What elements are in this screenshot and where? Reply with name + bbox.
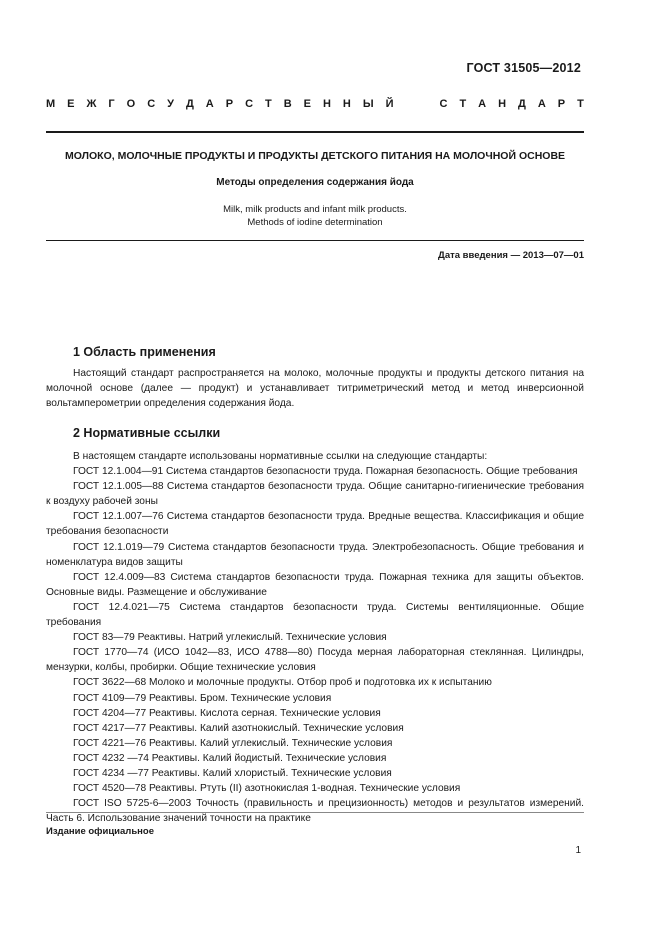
reference-entry: ГОСТ 12.4.009—83 Система стандартов безопасности труда. Пожарная техника для защиты объектов. Основные виды. Размещение и обслуживание: [46, 571, 584, 598]
banner-letter: Й: [385, 98, 394, 110]
reference-entry: ГОСТ 12.1.019—79 Система стандартов безопасности труда. Электробезопасность. Общие требования и номенклатура видов защиты: [46, 541, 584, 568]
banner-letter: Н: [342, 98, 351, 110]
section-heading-references: 2 Нормативные ссылки: [73, 426, 221, 440]
banner-letter: А: [478, 98, 487, 110]
standard-code: ГОСТ 31505—2012: [466, 61, 581, 75]
header-rule: [46, 131, 584, 133]
reference-entry: ГОСТ 12.4.021—75 Система стандартов безопасности труда. Системы вентиляционные. Общие требования: [46, 601, 584, 629]
reference-entry: ГОСТ 4520—78 Реактивы. Ртуть (II) азотнокислая 1-водная. Технические условия: [73, 783, 461, 795]
banner-letter: Н: [322, 98, 331, 110]
banner-letter: Ы: [362, 98, 374, 110]
banner-letter: Д: [518, 98, 526, 110]
banner-letter: Р: [557, 98, 566, 110]
banner-letter: А: [205, 98, 214, 110]
english-title-line-2: Methods of iodine determination: [247, 217, 383, 228]
banner-letter: Н: [498, 98, 507, 110]
english-title: [46, 203, 584, 229]
word-gap: [406, 98, 428, 110]
banner-letter: Е: [67, 98, 75, 110]
document-subtitle: Методы определения содержания йода: [216, 177, 414, 188]
reference-entry: ГОСТ 83—79 Реактивы. Натрий углекислый. Технические условия: [73, 632, 387, 644]
section-body-references: [46, 449, 584, 826]
banner-letter: О: [126, 98, 136, 110]
banner-letter: Д: [185, 98, 194, 110]
banner-letter: С: [245, 98, 254, 110]
footer-rule: [46, 812, 584, 813]
reference-entry: ГОСТ 12.1.004—91 Система стандартов безопасности труда. Пожарная безопасность. Общие требования: [73, 466, 578, 478]
document-title: МОЛОКО, МОЛОЧНЫЕ ПРОДУКТЫ И ПРОДУКТЫ ДЕТСКОГО ПИТАНИЯ НА МОЛОЧНОЙ ОСНОВЕ: [64, 150, 566, 162]
banner-letter: Т: [459, 98, 467, 110]
introduction-date: Дата введения — 2013—07—01: [438, 250, 584, 261]
banner-letter: Т: [265, 98, 272, 110]
title-rule: [46, 240, 584, 241]
reference-entry: ГОСТ 4234 —77 Реактивы. Калий хлористый. Технические условия: [73, 767, 392, 779]
banner-letter: С: [147, 98, 156, 110]
banner-letter: Р: [225, 98, 234, 110]
reference-entry: ГОСТ 4221—76 Реактивы. Калий углекислый. Технические условия: [73, 737, 393, 749]
reference-entry: ГОСТ 12.1.005—88 Система стандартов безопасности труда. Общие санитарно-гигиенические требования к воздуху рабочей зоны: [46, 481, 584, 508]
reference-entry: ГОСТ 3622—68 Молоко и молочные продукты. Отбор проб и подготовка их к испытанию: [73, 677, 492, 689]
paragraph: Настоящий стандарт распространяется на молоко, молочные продукты и продукты детского питания на молочной основе (далее — продукт) и устанавливает титриметрический метод и метод инверсионной вольтамперометрии определения содержания йода.: [46, 368, 584, 410]
banner-letter: С: [439, 98, 448, 110]
banner-letter: Ж: [86, 98, 97, 110]
banner-letter: В: [283, 98, 292, 110]
banner-letter: Г: [108, 98, 115, 110]
banner-letter: У: [167, 98, 174, 110]
section-heading-scope: 1 Область применения: [73, 345, 216, 359]
reference-entry: ГОСТ 12.1.007—76 Система стандартов безопасности труда. Вредные вещества. Классификация и общие требования безопасности: [46, 511, 584, 538]
reference-entry: ГОСТ 4217—77 Реактивы. Калий азотнокислый. Технические условия: [73, 722, 404, 734]
interstate-standard-banner: [46, 98, 584, 110]
section-body-scope: [46, 366, 584, 411]
banner-letter: А: [537, 98, 546, 110]
english-title-line-1: Milk, milk products and infant milk products.: [223, 204, 407, 215]
banner-letter: Е: [303, 98, 311, 110]
reference-entry: ГОСТ 1770—74 (ИСО 1042—83, ИСО 4788—80) Посуда мерная лабораторная стеклянная. Цилиндры, мензурки, колбы, пробирки. Общие технические условия: [46, 647, 584, 674]
reference-entry: ГОСТ 4109—79 Реактивы. Бром. Технические условия: [73, 692, 332, 704]
reference-entry: ГОСТ 4232 —74 Реактивы. Калий йодистый. Технические условия: [73, 752, 387, 764]
edition-label: Издание официальное: [46, 826, 154, 837]
reference-entry: ГОСТ 4204—77 Реактивы. Кислота серная. Технические условия: [73, 707, 381, 719]
banner-letter: Т: [577, 98, 584, 110]
reference-entry: ГОСТ ISO 5725-6—2003 Точность (правильность и прецизионность) методов и результатов измерений. Часть 6. Использование значений точности на практике: [46, 798, 584, 825]
paragraph: В настоящем стандарте использованы нормативные ссылки на следующие стандарты:: [73, 451, 488, 462]
banner-letter: М: [46, 98, 56, 110]
page-number: 1: [575, 845, 581, 856]
